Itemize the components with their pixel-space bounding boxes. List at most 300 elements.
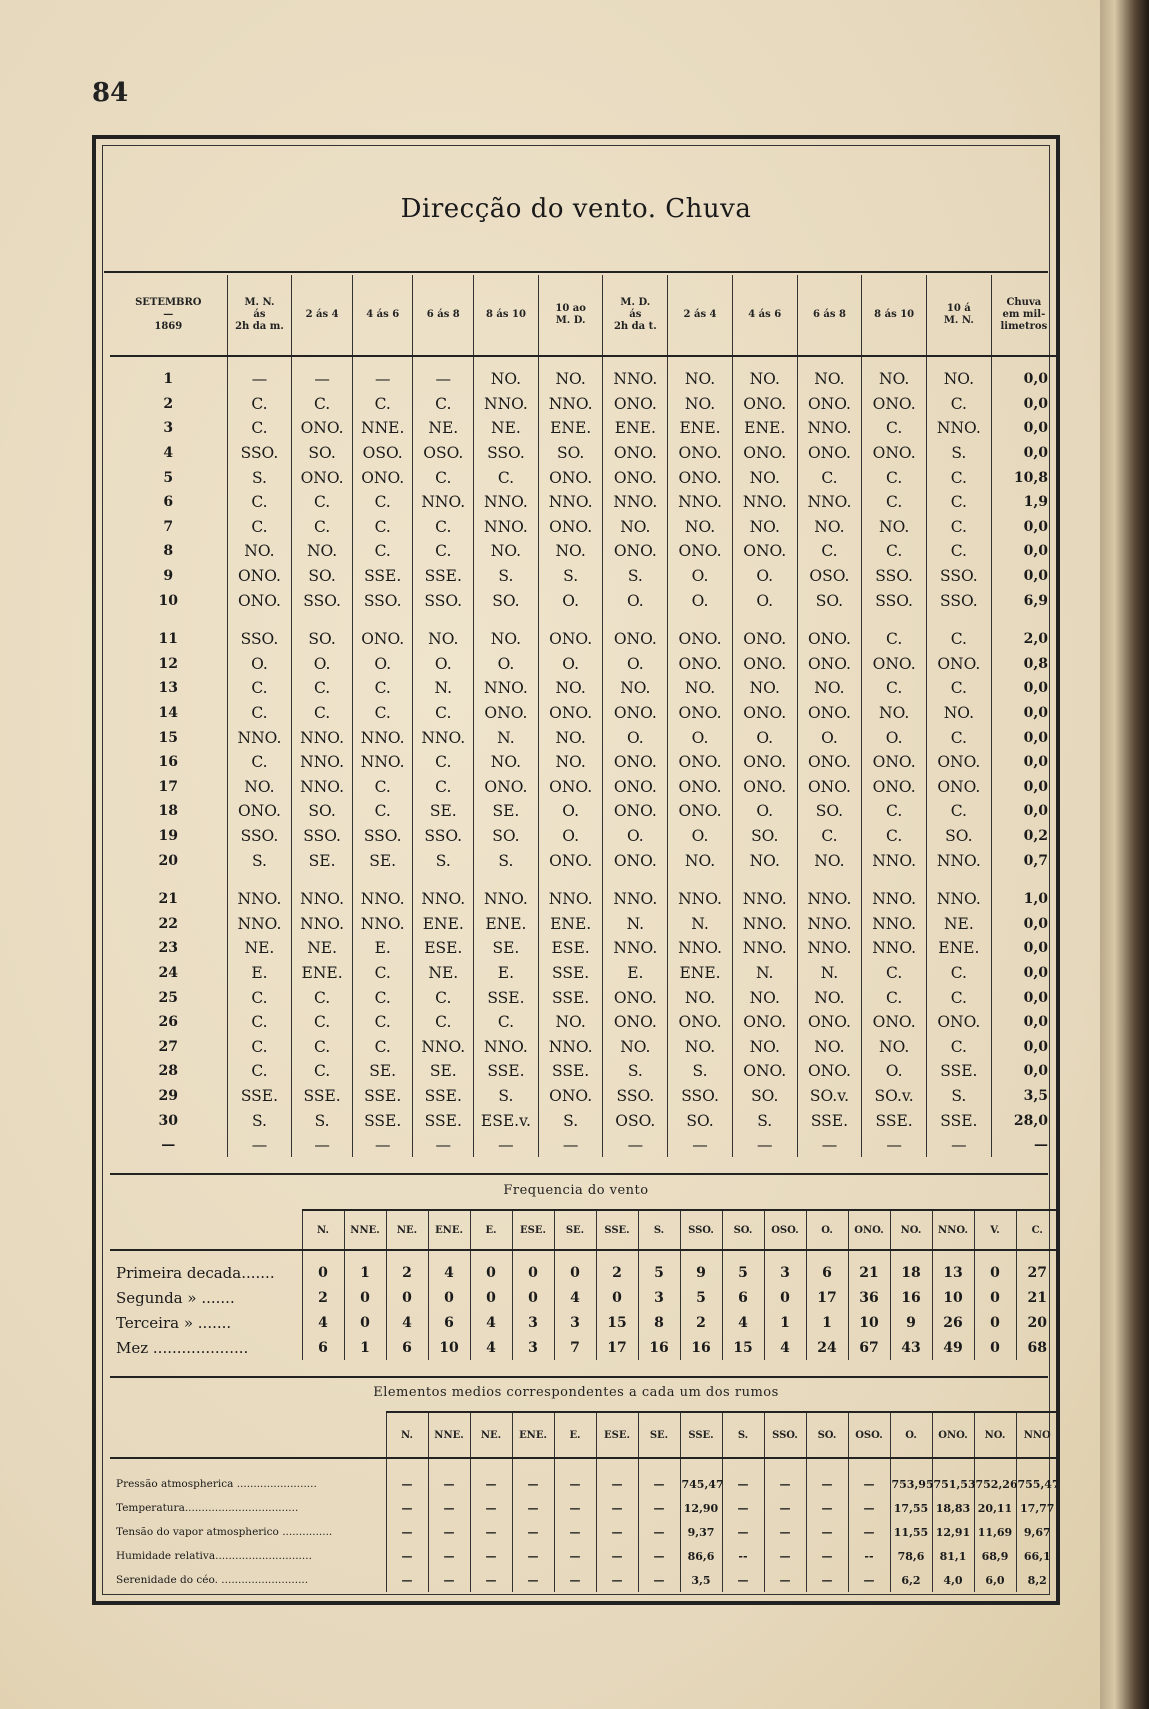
- table-cell: 18,83: [932, 1496, 974, 1520]
- table-cell: NO.: [797, 356, 862, 392]
- table-cell: 6: [428, 1310, 470, 1335]
- table-cell: NO.: [797, 1034, 862, 1059]
- table-cell: N.: [603, 911, 668, 936]
- table-cell: —: [470, 1496, 512, 1520]
- table-cell: 21: [1027, 1289, 1047, 1306]
- table-cell: ONO.: [797, 652, 862, 677]
- table-cell: SSO.: [352, 824, 413, 849]
- row-label: 18: [110, 799, 227, 824]
- table-cell: —: [1034, 1137, 1048, 1154]
- table-cell: 6: [806, 1250, 848, 1285]
- frequency-header-16: NNO.: [932, 1210, 974, 1250]
- table-row: [110, 799, 1056, 824]
- table-cell: O.: [732, 564, 797, 589]
- table-cell: SO.: [668, 1108, 733, 1133]
- table-cell: O.: [603, 588, 668, 613]
- table-cell: 20,11: [974, 1496, 1016, 1520]
- table-cell: 0: [596, 1285, 638, 1310]
- table-cell: ONO.: [352, 465, 413, 490]
- table-cell: SSE.: [292, 1084, 353, 1109]
- row-label: 12: [110, 652, 227, 677]
- elements-header-5: E.: [554, 1412, 596, 1458]
- table-cell: SSE.: [413, 1108, 474, 1133]
- table-row: [110, 1133, 1056, 1158]
- table-cell: 8,2: [1027, 1573, 1047, 1587]
- table-cell: NO.: [862, 515, 927, 540]
- table-cell: 16: [890, 1285, 932, 1310]
- table-cell: O.: [603, 725, 668, 750]
- table-cell: ONO.: [862, 1010, 927, 1035]
- row-label: 22: [110, 911, 227, 936]
- table-cell: NE.: [413, 416, 474, 441]
- table-cell: C.: [927, 676, 992, 701]
- table-cell: NNO.: [603, 873, 668, 912]
- table-cell: 5: [680, 1285, 722, 1310]
- table-cell: —: [638, 1458, 680, 1496]
- table-cell: SO.v.: [862, 1084, 927, 1109]
- title-divider: [104, 271, 1048, 273]
- table-cell: ONO.: [603, 1010, 668, 1035]
- table-cell: 5: [722, 1250, 764, 1285]
- table-cell: 3: [764, 1250, 806, 1285]
- table-cell: N.: [668, 911, 733, 936]
- table-cell: —: [638, 1568, 680, 1592]
- table-cell: SO.: [797, 588, 862, 613]
- table-row: [110, 465, 1056, 490]
- table-cell: C.: [352, 392, 413, 417]
- frequency-title: Frequencia do vento: [503, 1183, 649, 1198]
- table-cell: SSE.: [474, 985, 539, 1010]
- table-cell: SE.: [352, 848, 413, 873]
- table-cell: C.: [797, 824, 862, 849]
- table-cell: C.: [927, 725, 992, 750]
- table-cell: ONO.: [862, 392, 927, 417]
- table-cell: SSO.: [413, 824, 474, 849]
- table-cell: NNO.: [732, 873, 797, 912]
- table-cell: 0: [512, 1250, 554, 1285]
- row-label: 13: [110, 676, 227, 701]
- table-row: [110, 1285, 1058, 1310]
- table-cell: NNO.: [927, 873, 992, 912]
- table-cell: 0,0: [1023, 803, 1048, 820]
- table-row: [110, 613, 1056, 652]
- row-label: Primeira decada.......: [110, 1250, 302, 1285]
- table-row: [110, 356, 1056, 392]
- table-row: [110, 652, 1056, 677]
- table-cell: 86,6: [680, 1544, 722, 1568]
- wind-direction-table: [110, 275, 1056, 1157]
- table-cell: S.: [603, 1059, 668, 1084]
- table-cell: ONO.: [603, 799, 668, 824]
- table-cell: ENE.: [603, 416, 668, 441]
- table-cell: SE.: [352, 1059, 413, 1084]
- mean-elements-table: [110, 1411, 1058, 1592]
- table-cell: NNO.: [668, 936, 733, 961]
- table-cell: 78,6: [890, 1544, 932, 1568]
- table-cell: C.: [797, 465, 862, 490]
- table-cell: C.: [292, 1010, 353, 1035]
- table-cell: NO.: [413, 613, 474, 652]
- row-label: Pressão atmospherica ........................: [110, 1458, 386, 1496]
- elements-header-7: SE.: [638, 1412, 680, 1458]
- table-cell: ONO.: [732, 652, 797, 677]
- table-cell: 1,9: [1023, 494, 1048, 511]
- table-cell: C.: [292, 392, 353, 417]
- table-cell: S.: [603, 564, 668, 589]
- table-cell: ONO.: [862, 750, 927, 775]
- row-label: 20: [110, 848, 227, 873]
- row-label: 8: [110, 539, 227, 564]
- table-cell: —: [538, 1133, 603, 1158]
- table-cell: SO.: [732, 824, 797, 849]
- table-cell: O.: [668, 588, 733, 613]
- table-cell: O.: [732, 725, 797, 750]
- table-cell: C.: [927, 515, 992, 540]
- elements-header-6: ESE.: [596, 1412, 638, 1458]
- table-cell: —: [413, 1133, 474, 1158]
- table-cell: —: [732, 1133, 797, 1158]
- table-cell: 6,2: [890, 1568, 932, 1592]
- table-cell: C.: [862, 613, 927, 652]
- table-cell: ONO.: [227, 564, 292, 589]
- elements-header-12: OSO.: [848, 1412, 890, 1458]
- table-cell: NNO.: [227, 725, 292, 750]
- table-cell: SSO.: [413, 588, 474, 613]
- table-cell: 0,0: [1023, 778, 1048, 795]
- elements-header-14: ONO.: [932, 1412, 974, 1458]
- table-cell: 0,0: [1023, 543, 1048, 560]
- table-cell: NNO.: [292, 725, 353, 750]
- frequency-header-6: ESE.: [512, 1210, 554, 1250]
- table-cell: 0,7: [1023, 852, 1048, 869]
- table-cell: ENE.: [413, 911, 474, 936]
- table-cell: ONO.: [668, 775, 733, 800]
- table-cell: ONO.: [538, 613, 603, 652]
- table-cell: NO.: [538, 356, 603, 392]
- table-cell: 6: [722, 1285, 764, 1310]
- table-cell: 2: [596, 1250, 638, 1285]
- table-cell: NNO.: [862, 848, 927, 873]
- table-cell: C.: [352, 961, 413, 986]
- table-cell: ONO.: [352, 613, 413, 652]
- table-cell: —: [764, 1520, 806, 1544]
- table-cell: SSO.: [862, 564, 927, 589]
- table-cell: O.: [538, 652, 603, 677]
- table-cell: —: [554, 1544, 596, 1568]
- table-cell: C.: [862, 539, 927, 564]
- table-cell: 0: [764, 1285, 806, 1310]
- table-cell: 1: [344, 1250, 386, 1285]
- table-cell: ONO.: [927, 775, 992, 800]
- row-label: 26: [110, 1010, 227, 1035]
- table-cell: ONO.: [292, 465, 353, 490]
- table-cell: SSO.: [227, 824, 292, 849]
- table-cell: 16: [680, 1335, 722, 1360]
- row-label: 9: [110, 564, 227, 589]
- table-row: [110, 1544, 1058, 1568]
- table-cell: ONO.: [668, 799, 733, 824]
- table-cell: NO.: [292, 539, 353, 564]
- table-cell: —: [554, 1568, 596, 1592]
- table-cell: S.: [668, 1059, 733, 1084]
- table-cell: NO.: [538, 750, 603, 775]
- table-cell: ONO.: [603, 985, 668, 1010]
- table-cell: OSO.: [603, 1108, 668, 1133]
- table-cell: NE.: [413, 961, 474, 986]
- table-cell: 0: [344, 1310, 386, 1335]
- table-cell: NO.: [538, 725, 603, 750]
- table-cell: NO.: [227, 775, 292, 800]
- table-cell: 10: [932, 1285, 974, 1310]
- row-label: 4: [110, 441, 227, 466]
- table-cell: N.: [474, 725, 539, 750]
- table-cell: --: [722, 1544, 764, 1568]
- table-cell: NNO.: [927, 416, 992, 441]
- table-cell: 0,0: [1023, 1063, 1048, 1080]
- row-label: 21: [110, 873, 227, 912]
- table-cell: NNO.: [732, 490, 797, 515]
- table-cell: ONO.: [603, 750, 668, 775]
- book-gutter: [1100, 0, 1149, 1709]
- table-cell: 4: [554, 1285, 596, 1310]
- table-cell: 4: [764, 1335, 806, 1360]
- table-cell: ENE.: [668, 416, 733, 441]
- table-cell: 2: [386, 1250, 428, 1285]
- table-cell: SSE.: [352, 1108, 413, 1133]
- table-cell: SE.: [292, 848, 353, 873]
- row-label: 24: [110, 961, 227, 986]
- table-cell: C.: [862, 961, 927, 986]
- table-cell: O.: [603, 652, 668, 677]
- table-cell: 0: [974, 1335, 1016, 1360]
- table-cell: NNO.: [413, 873, 474, 912]
- table-cell: C.: [927, 539, 992, 564]
- table-cell: 0: [554, 1250, 596, 1285]
- table-cell: 0,0: [1023, 915, 1048, 932]
- table-cell: —: [428, 1568, 470, 1592]
- table-cell: C.: [292, 985, 353, 1010]
- table-cell: S.: [413, 848, 474, 873]
- table-cell: —: [292, 1133, 353, 1158]
- table-cell: ONO.: [732, 1059, 797, 1084]
- table-cell: 8: [638, 1310, 680, 1335]
- table-cell: NE.: [292, 936, 353, 961]
- row-label: 1: [110, 356, 227, 392]
- table-cell: 7: [554, 1335, 596, 1360]
- row-label: 7: [110, 515, 227, 540]
- table-row: [110, 1034, 1056, 1059]
- frequency-header-9: S.: [638, 1210, 680, 1250]
- table-cell: ENE.: [538, 911, 603, 936]
- table-cell: —: [512, 1568, 554, 1592]
- table-cell: —: [470, 1520, 512, 1544]
- elements-header-15: NO.: [974, 1412, 1016, 1458]
- table-cell: —: [428, 1496, 470, 1520]
- table-row: [110, 588, 1056, 613]
- table-cell: ONO.: [668, 1010, 733, 1035]
- table-cell: NNO.: [797, 936, 862, 961]
- table-cell: NNO.: [797, 911, 862, 936]
- table-row: [110, 1310, 1058, 1335]
- table-cell: 4: [470, 1310, 512, 1335]
- table-cell: C.: [227, 416, 292, 441]
- table-cell: C.: [227, 1034, 292, 1059]
- table-cell: —: [596, 1496, 638, 1520]
- main-header-8: 2 ás 4: [668, 275, 733, 356]
- frequency-header-0: [110, 1210, 302, 1250]
- main-header-9: 4 ás 6: [732, 275, 797, 356]
- table-cell: —: [797, 1133, 862, 1158]
- table-cell: —: [806, 1496, 848, 1520]
- frequency-header-14: ONO.: [848, 1210, 890, 1250]
- table-cell: SSO.: [668, 1084, 733, 1109]
- table-cell: SO.: [538, 441, 603, 466]
- table-cell: 0,0: [1023, 420, 1048, 437]
- table-cell: 20: [1027, 1314, 1047, 1331]
- table-cell: 49: [932, 1335, 974, 1360]
- table-cell: ONO.: [732, 1010, 797, 1035]
- table-cell: —: [512, 1520, 554, 1544]
- table-cell: ONO.: [603, 848, 668, 873]
- table-cell: —: [764, 1458, 806, 1496]
- elements-header-13: O.: [890, 1412, 932, 1458]
- main-header-12: 10 á M. N.: [927, 275, 992, 356]
- table-cell: —: [722, 1496, 764, 1520]
- table-cell: 0: [428, 1285, 470, 1310]
- table-cell: C.: [862, 799, 927, 824]
- table-row: [110, 824, 1056, 849]
- table-cell: 3: [638, 1285, 680, 1310]
- table-cell: SO.: [797, 799, 862, 824]
- table-cell: 1: [764, 1310, 806, 1335]
- row-label: 28: [110, 1059, 227, 1084]
- table-cell: —: [474, 1133, 539, 1158]
- table-cell: ONO.: [668, 701, 733, 726]
- table-cell: 0: [386, 1285, 428, 1310]
- table-cell: —: [848, 1520, 890, 1544]
- table-cell: 16: [638, 1335, 680, 1360]
- page-number: 84: [92, 78, 129, 108]
- table-cell: —: [596, 1458, 638, 1496]
- row-label: 17: [110, 775, 227, 800]
- table-cell: NE.: [474, 416, 539, 441]
- table-cell: —: [806, 1520, 848, 1544]
- table-cell: 1,0: [1023, 891, 1048, 908]
- table-cell: 17,55: [890, 1496, 932, 1520]
- table-cell: ONO.: [732, 701, 797, 726]
- table-cell: ONO.: [732, 441, 797, 466]
- table-cell: SSO.: [927, 588, 992, 613]
- table-cell: C.: [413, 985, 474, 1010]
- table-cell: ONO.: [603, 539, 668, 564]
- table-cell: O.: [862, 725, 927, 750]
- table-cell: —: [927, 1133, 992, 1158]
- table-row: [110, 911, 1056, 936]
- table-cell: C.: [413, 392, 474, 417]
- table-cell: ONO.: [927, 750, 992, 775]
- table-cell: SSE.: [797, 1108, 862, 1133]
- table-cell: O.: [668, 725, 733, 750]
- table-cell: 0,0: [1023, 371, 1048, 388]
- elements-header-10: SSO.: [764, 1412, 806, 1458]
- main-header-6: 10 ao M. D.: [538, 275, 603, 356]
- table-cell: NO.: [668, 676, 733, 701]
- table-cell: —: [386, 1520, 428, 1544]
- table-cell: C.: [862, 824, 927, 849]
- table-cell: 0,0: [1023, 1038, 1048, 1055]
- table-row: [110, 750, 1056, 775]
- table-cell: NNO.: [538, 1034, 603, 1059]
- table-cell: C.: [227, 701, 292, 726]
- table-cell: ONO.: [538, 775, 603, 800]
- table-cell: SE.: [474, 936, 539, 961]
- table-cell: C.: [292, 676, 353, 701]
- table-cell: NNO.: [413, 725, 474, 750]
- table-cell: NO.: [797, 515, 862, 540]
- table-cell: ONO.: [927, 1010, 992, 1035]
- table-cell: 755,47: [1017, 1477, 1060, 1491]
- table-cell: 0: [344, 1285, 386, 1310]
- table-cell: 753,95: [890, 1458, 932, 1496]
- table-cell: 0,0: [1023, 1014, 1048, 1031]
- table-cell: 0: [512, 1285, 554, 1310]
- table-cell: 3,5: [680, 1568, 722, 1592]
- table-cell: —: [848, 1458, 890, 1496]
- table-cell: ONO.: [732, 392, 797, 417]
- table-cell: 11,55: [890, 1520, 932, 1544]
- row-label: 23: [110, 936, 227, 961]
- table-cell: 10: [848, 1310, 890, 1335]
- frequency-divider: [110, 1173, 1048, 1175]
- table-cell: 0,0: [1023, 940, 1048, 957]
- table-cell: —: [722, 1520, 764, 1544]
- table-cell: --: [848, 1544, 890, 1568]
- table-cell: ONO.: [538, 465, 603, 490]
- table-cell: NNO.: [227, 873, 292, 912]
- table-cell: NO.: [927, 356, 992, 392]
- table-cell: C.: [413, 465, 474, 490]
- table-cell: SO.: [732, 1084, 797, 1109]
- table-cell: ONO.: [668, 441, 733, 466]
- table-cell: NO.: [732, 848, 797, 873]
- table-row: [110, 1496, 1058, 1520]
- table-cell: NO.: [603, 1034, 668, 1059]
- table-cell: 12,90: [680, 1496, 722, 1520]
- table-cell: 0,0: [1023, 964, 1048, 981]
- elements-header-1: N.: [386, 1412, 428, 1458]
- table-row: [110, 416, 1056, 441]
- table-cell: NO.: [538, 676, 603, 701]
- table-cell: NNO.: [352, 911, 413, 936]
- table-cell: C.: [413, 515, 474, 540]
- table-row: [110, 725, 1056, 750]
- table-cell: ONO.: [668, 539, 733, 564]
- table-cell: NNO.: [603, 936, 668, 961]
- table-cell: E.: [352, 936, 413, 961]
- row-label: 25: [110, 985, 227, 1010]
- row-label: Mez ....................: [110, 1335, 302, 1360]
- table-cell: ONO.: [603, 441, 668, 466]
- table-cell: SSO.: [927, 564, 992, 589]
- table-cell: —: [603, 1133, 668, 1158]
- elements-title: Elementos medios correspondentes a cada um dos rumos: [373, 1385, 779, 1400]
- table-cell: 9: [680, 1250, 722, 1285]
- table-cell: —: [227, 356, 292, 392]
- table-cell: C.: [227, 392, 292, 417]
- table-cell: C.: [227, 676, 292, 701]
- table-cell: ONO.: [862, 441, 927, 466]
- table-cell: NO.: [474, 356, 539, 392]
